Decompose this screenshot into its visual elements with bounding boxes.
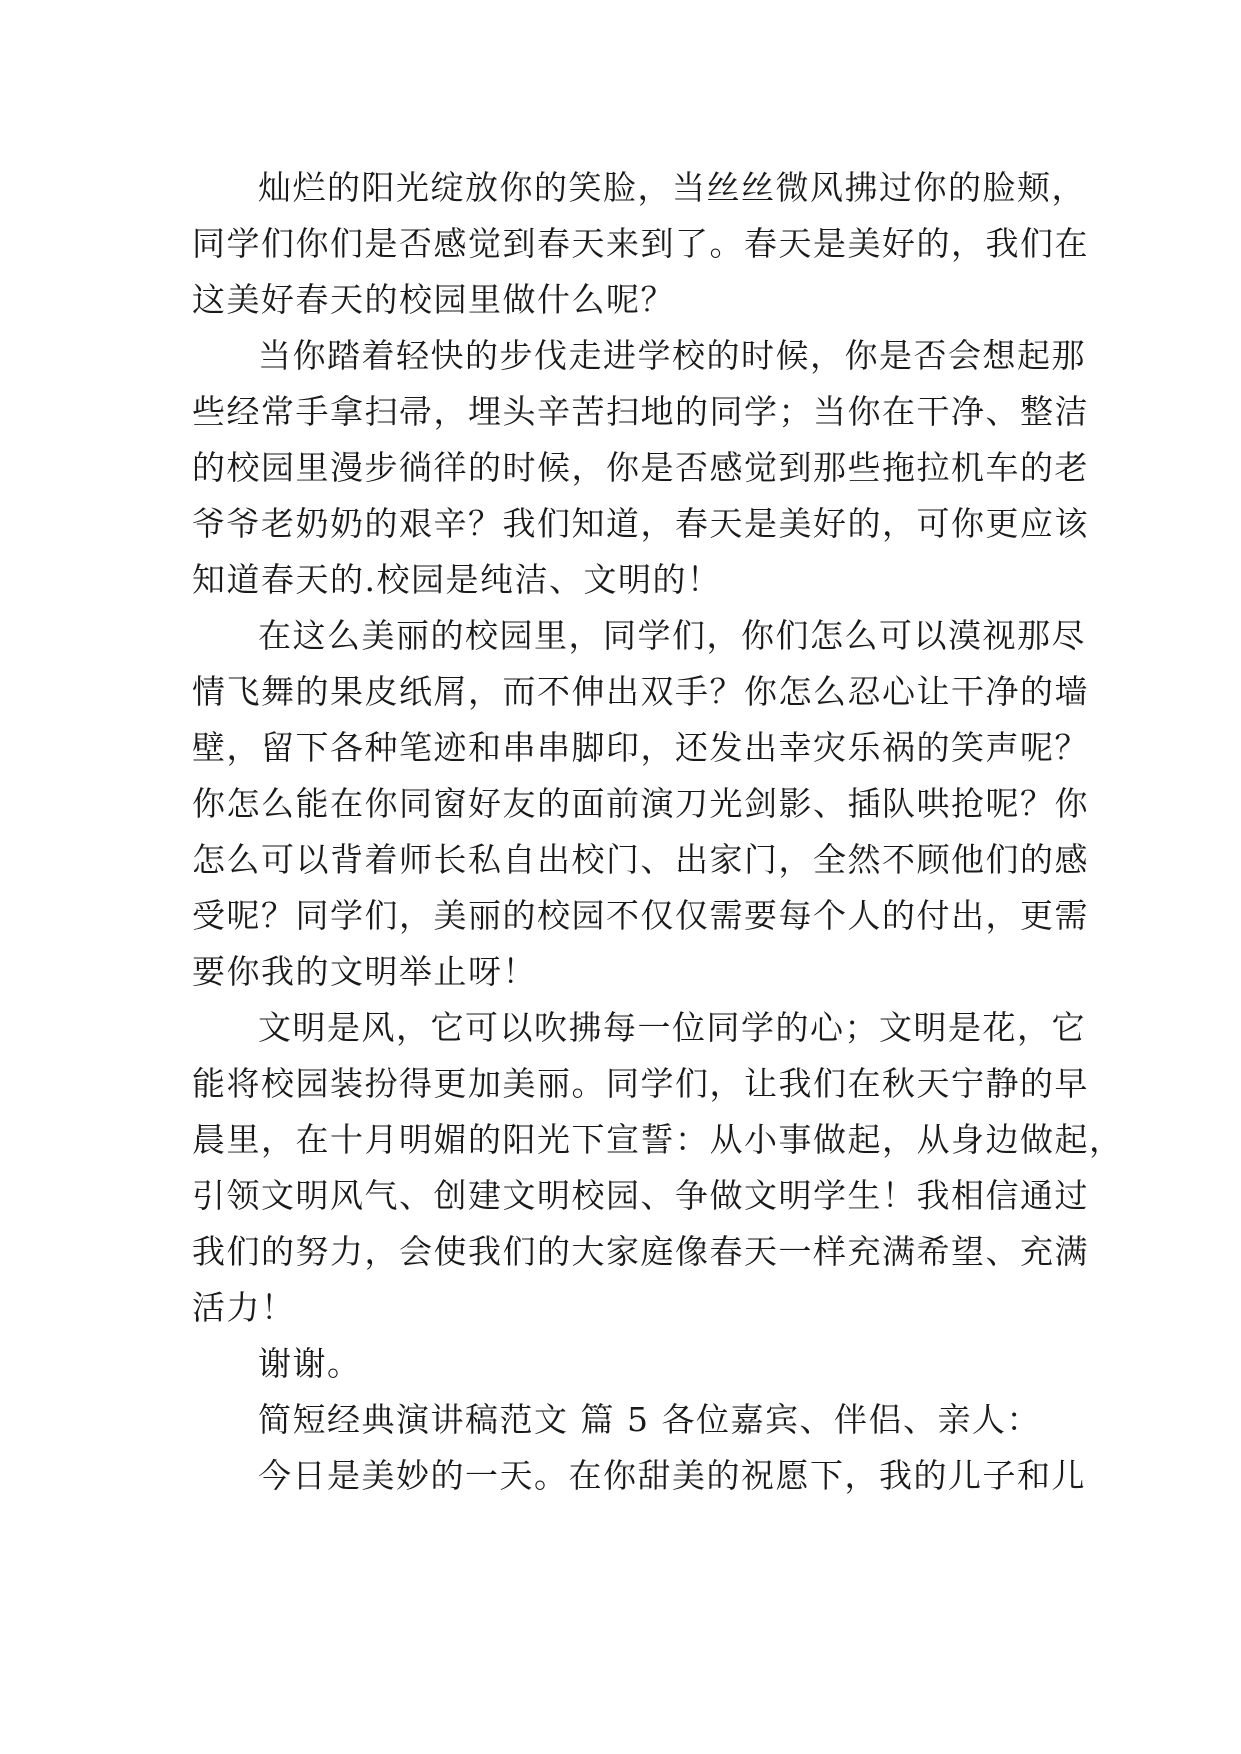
paragraph-line: 同学们你们是否感觉到春天来到了。春天是美好的，我们在 [192, 224, 1089, 263]
paragraph-line: 知道春天的.校园是纯洁、文明的！ [192, 560, 722, 599]
paragraph-line: 晨里，在十月明媚的阳光下宣誓：从小事做起，从身边做起， [192, 1120, 1124, 1159]
paragraph-line: 爷爷老奶奶的艰辛？我们知道，春天是美好的，可你更应该 [192, 504, 1089, 543]
section-heading [192, 1392, 1092, 1448]
paragraph-4 [192, 1000, 1124, 1336]
paragraph-line: 这美好春天的校园里做什么呢？ [192, 280, 675, 319]
paragraph-line: 灿烂的阳光绽放你的笑脸，当丝丝微风拂过你的脸颊， [258, 168, 1086, 207]
paragraph-line: 壁，留下各种笔迹和串串脚印，还发出幸灾乐祸的笑声呢？ [192, 728, 1089, 767]
paragraph-line: 要你我的文明举止呀！ [192, 952, 537, 991]
paragraph-line: 今日是美妙的一天。在你甜美的祝愿下，我的儿子和儿 [258, 1456, 1086, 1495]
paragraph-line: 怎么可以背着师长私自出校门、出家门，全然不顾他们的感 [192, 840, 1089, 879]
paragraph-line: 活力！ [192, 1288, 296, 1327]
paragraph-line: 谢谢。 [258, 1344, 362, 1383]
paragraph-line: 引领文明风气、创建文明校园、争做文明学生！我相信通过 [192, 1176, 1089, 1215]
paragraph-2 [192, 328, 1092, 608]
paragraph-line: 情飞舞的果皮纸屑，而不伸出双手？你怎么忍心让干净的墙 [192, 672, 1089, 711]
paragraph-line: 些经常手拿扫帚，埋头辛苦扫地的同学；当你在干净、整洁 [192, 392, 1089, 431]
paragraph-line: 你怎么能在你同窗好友的面前演刀光剑影、插队哄抢呢？你 [192, 784, 1089, 823]
paragraph-line: 的校园里漫步徜徉的时候，你是否感觉到那些拖拉机车的老 [192, 448, 1089, 487]
heading-line: 简短经典演讲稿范文 篇 5 各位嘉宾、伴侣、亲人： [258, 1400, 1041, 1439]
paragraph-line: 能将校园装扮得更加美丽。同学们，让我们在秋天宁静的早 [192, 1064, 1089, 1103]
paragraph-line: 当你踏着轻快的步伐走进学校的时候，你是否会想起那 [258, 336, 1086, 375]
paragraph-line: 我们的努力，会使我们的大家庭像春天一样充满希望、充满 [192, 1232, 1089, 1271]
paragraph-1 [192, 160, 1092, 328]
document-body [192, 160, 1124, 1504]
paragraph-5 [192, 1336, 1092, 1392]
paragraph-line: 受呢？同学们，美丽的校园不仅仅需要每个人的付出，更需 [192, 896, 1089, 935]
paragraph-3 [192, 608, 1092, 1000]
paragraph-line: 在这么美丽的校园里，同学们，你们怎么可以漠视那尽 [258, 616, 1086, 655]
paragraph-line: 文明是风，它可以吹拂每一位同学的心；文明是花，它 [258, 1008, 1086, 1047]
paragraph-7 [192, 1448, 1092, 1504]
